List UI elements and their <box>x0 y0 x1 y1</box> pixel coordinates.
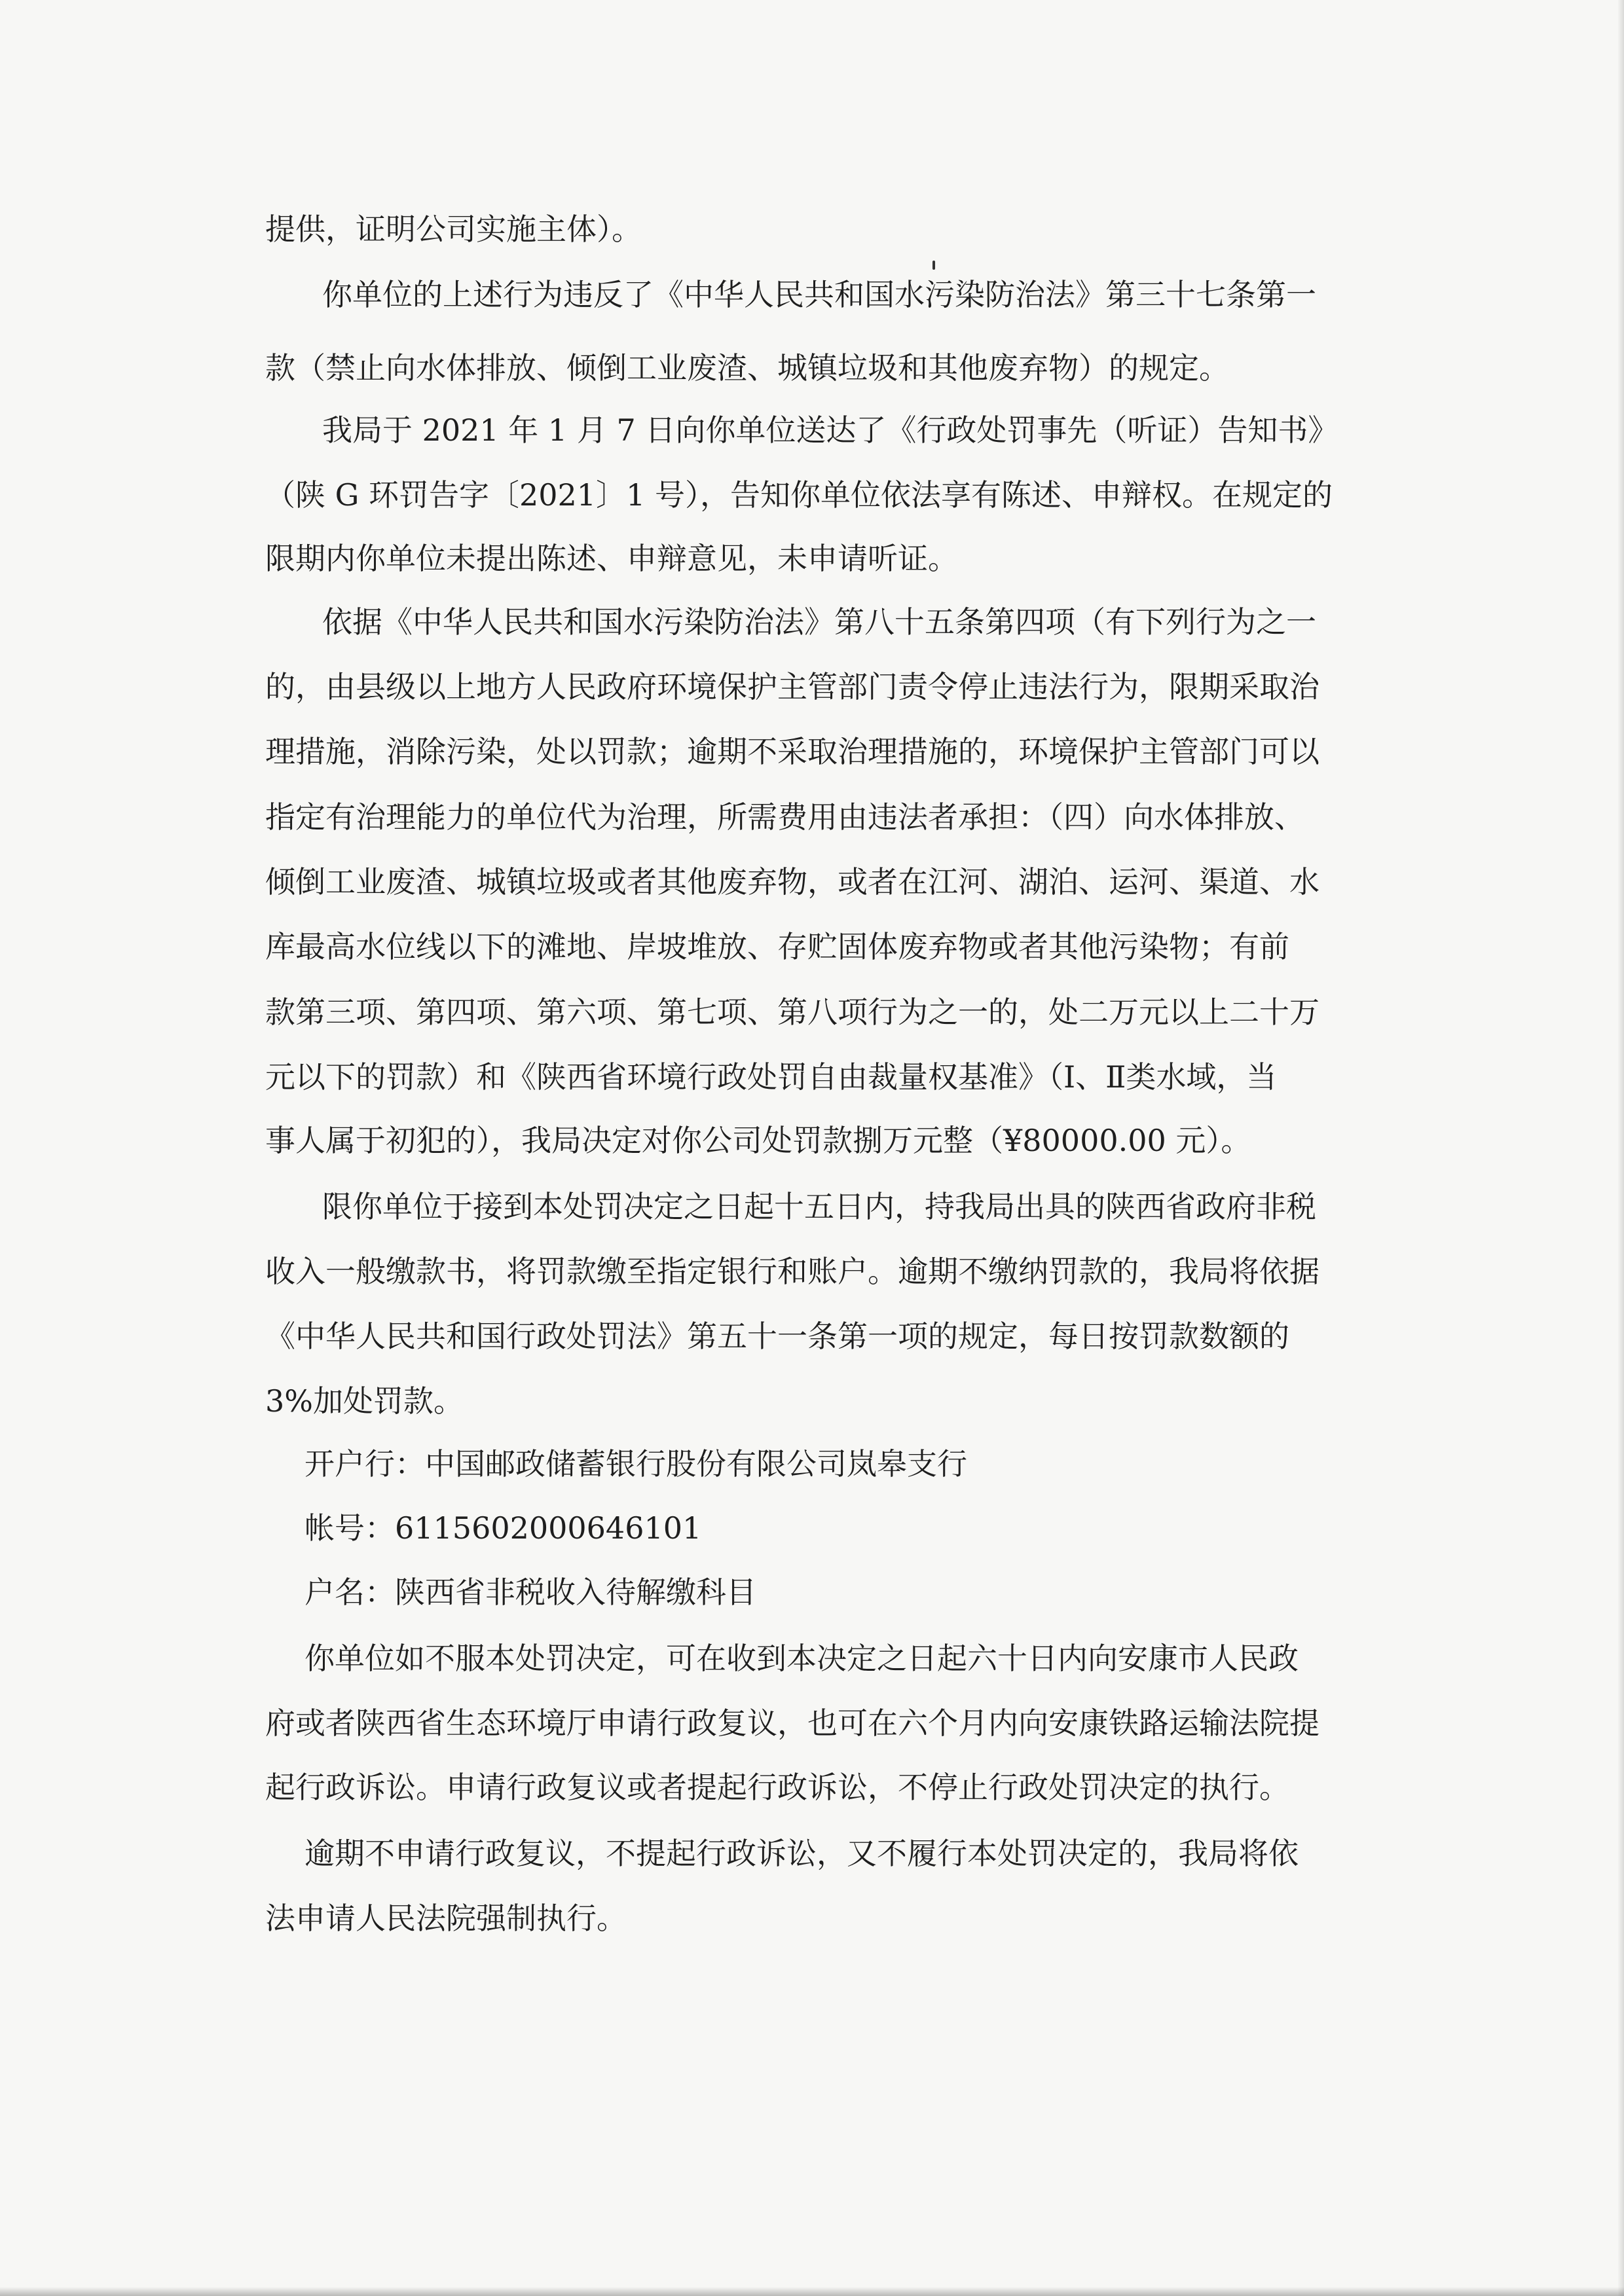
text-line: 的，由县级以上地方人民政府环境保护主管部门责令停止违法行为，限期采取治 <box>265 669 1320 704</box>
text-line: 我局于 2021 年 1 月 7 日向你单位送达了《行政处罚事先（听证）告知书》 <box>322 412 1338 448</box>
text-line: 事人属于初犯的），我局决定对你公司处罚款捌万元整（¥80000.00 元）。 <box>265 1123 1251 1158</box>
scan-speck <box>932 261 935 270</box>
text-line: （陕 G 环罚告字〔2021〕1 号），告知你单位依法享有陈述、申辩权。在规定的 <box>265 477 1333 513</box>
text-line: 元以下的罚款）和《陕西省环境行政处罚自由裁量权基准》（Ⅰ、Ⅱ类水域，当 <box>265 1059 1277 1095</box>
text-line: 库最高水位线以下的滩地、岸坡堆放、存贮固体废弃物或者其他污染物；有前 <box>265 929 1289 964</box>
text-line: 府或者陕西省生态环境厅申请行政复议，也可在六个月内向安康铁路运输法院提 <box>265 1705 1320 1741</box>
bank-name: 开户行：中国邮政储蓄银行股份有限公司岚皋支行 <box>304 1446 967 1482</box>
text-line: 收入一般缴款书，将罚款缴至指定银行和账户。逾期不缴纳罚款的，我局将依据 <box>265 1254 1320 1289</box>
text-line: 依据《中华人民共和国水污染防治法》第八十五条第四项（有下列行为之一 <box>322 604 1316 640</box>
account-name: 户名：陕西省非税收入待解缴科目 <box>304 1575 756 1610</box>
text-line: 限期内你单位未提出陈述、申辩意见，未申请听证。 <box>265 541 958 576</box>
text-line: 款（禁止向水体排放、倾倒工业废渣、城镇垃圾和其他废弃物）的规定。 <box>265 350 1229 386</box>
text-line: 理措施，消除污染，处以罚款；逾期不采取治理措施的，环境保护主管部门可以 <box>265 734 1320 769</box>
text-line: 你单位如不服本处罚决定，可在收到本决定之日起六十日内向安康市人民政 <box>304 1641 1299 1676</box>
text-line: 指定有治理能力的单位代为治理，所需费用由违法者承担：（四）向水体排放、 <box>265 799 1304 835</box>
text-line: 逾期不申请行政复议，不提起行政诉讼，又不履行本处罚决定的，我局将依 <box>304 1836 1299 1871</box>
text-line: 限你单位于接到本处罚决定之日起十五日内，持我局出具的陕西省政府非税 <box>322 1189 1316 1224</box>
scan-edge-shadow <box>0 2287 1624 2296</box>
text-line: 倾倒工业废渣、城镇垃圾或者其他废弃物，或者在江河、湖泊、运河、渠道、水 <box>265 864 1320 900</box>
text-line: 《中华人民共和国行政处罚法》第五十一条第一项的规定，每日按罚款数额的 <box>265 1319 1289 1354</box>
scan-edge-shadow <box>1617 0 1624 2296</box>
text-line: 起行政诉讼。申请行政复议或者提起行政诉讼，不停止行政处罚决定的执行。 <box>265 1770 1289 1805</box>
text-line: 你单位的上述行为违反了《中华人民共和国水污染防治法》第三十七条第一 <box>322 277 1316 312</box>
text-line: 提供，证明公司实施主体）。 <box>265 211 642 247</box>
text-line: 3%加处罚款。 <box>265 1383 464 1419</box>
text-line: 款第三项、第四项、第六项、第七项、第八项行为之一的，处二万元以上二十万 <box>265 994 1320 1030</box>
text-line: 法申请人民法院强制执行。 <box>265 1901 627 1936</box>
account-number: 帐号：6115602000646101 <box>304 1510 702 1546</box>
